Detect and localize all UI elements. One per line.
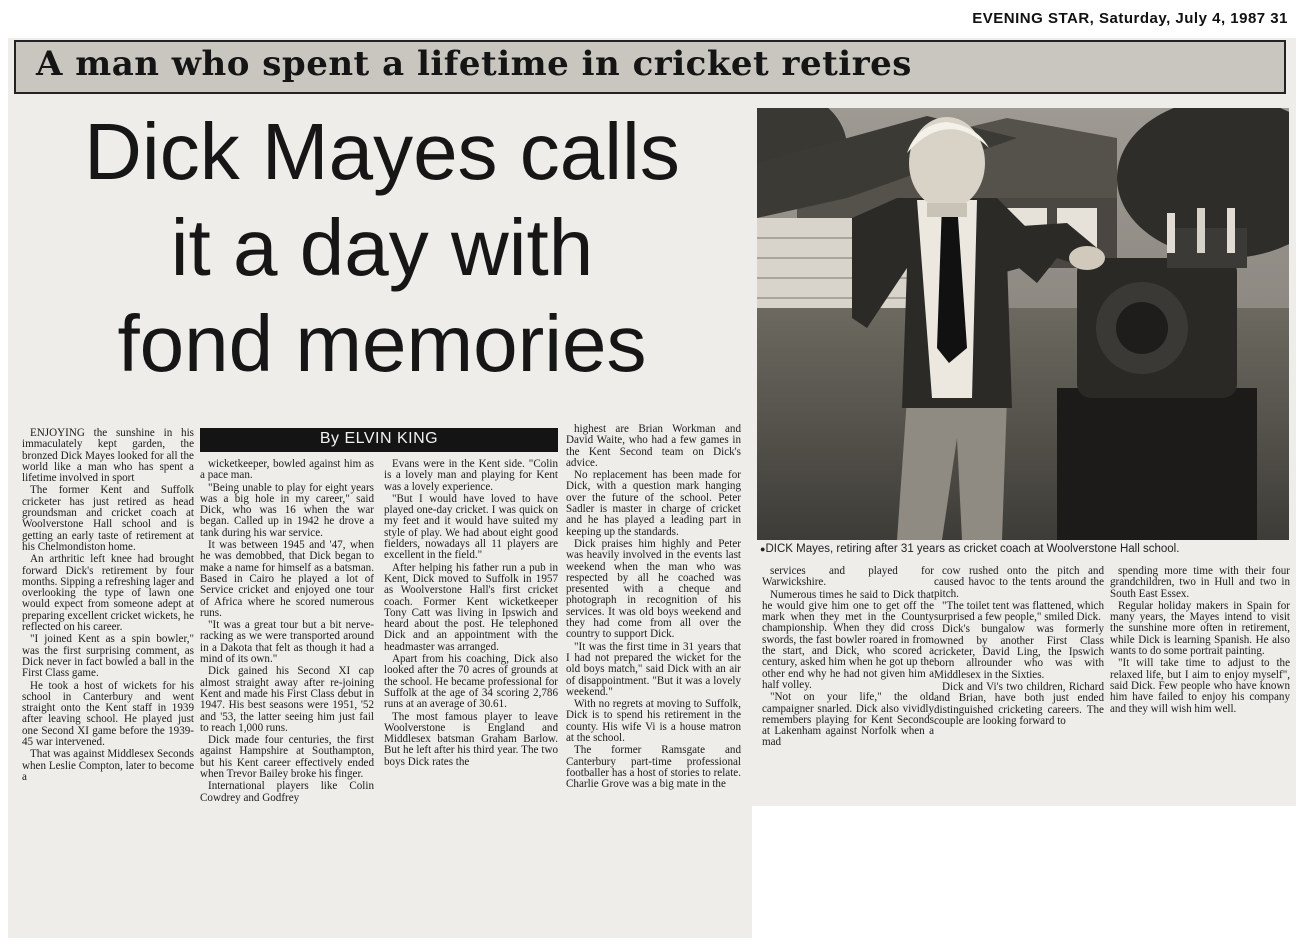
paragraph: highest are Brian Workman and David Waite, who had a few games in the Kent Second team on Dick's advice.	[566, 423, 741, 469]
headline-line: it a day with	[170, 203, 594, 292]
paragraph: "It was the first time in 31 years that I had not prepared the wicket for the old boys match," said Dick with an air of disappointment. "But it was a lovely weekend."	[566, 640, 741, 698]
paragraph: "It will take time to adjust to the relaxed life, but I aim to enjoy myself", said Dick. Few people who have known him have failed to enjoy his company and they will wish him well.	[1110, 657, 1290, 715]
paragraph: "The toilet tent was flattened, which surprised a few people," smiled Dick.	[934, 599, 1104, 624]
paragraph: Dick gained his Second XI cap almost straight away after re-joining Kent and made his First Class debut in 1947. His best seasons were 1951, '52 and '53, the latter seeing him just fail to reach 1,000 runs.	[200, 665, 374, 734]
main-headline	[22, 104, 742, 392]
paragraph: Dick made four centuries, the first against Hampshire at Southampton, but his Kent career effectively ended when Trevor Bailey broke his finger.	[200, 734, 374, 781]
paragraph: "But I would have loved to have played one-day cricket. I was quick on my feet and it would have suited my style of play. We had about eight good fielders, nowadays all 11 players are excellent in the field."	[384, 492, 558, 562]
headline-line: Dick Mayes calls	[84, 107, 680, 196]
article-column-1	[22, 428, 194, 784]
paragraph: The most famous player to leave Woolverstone is England and Middlesex batsman Graham Barlow. But he left after his third year. The two boys Dick rates the	[384, 710, 558, 768]
paragraph: That was against Middlesex Seconds when Leslie Compton, later to become a	[22, 748, 194, 783]
paragraph: Apart from his coaching, Dick also looked after the 70 acres of grounds at the school. He became professional for Suffolk at the age of 34 scoring 2,786 runs at an average of 30.61.	[384, 653, 558, 711]
photo-caption: ● DICK Mayes, retiring after 31 years as cricket coach at Woolverstone Hall school.	[760, 543, 1290, 555]
paragraph: The former Kent and Suffolk cricketer has just retired as head groundsman and cricket coach at Woolverstone Hall school and is getting an early taste of retirement at his Chelmondiston home.	[22, 484, 194, 553]
paragraph: "Not on your life," the old campaigner snarled. Dick also vividly remembers playing for Kent Seconds at Lakenham against Norfolk when a mad	[762, 691, 934, 749]
paragraph: Dick's bungalow was formerly owned by another First Class cricketer, David Ling, the Ipswich born allrounder who was with Middlesex in the Sixties.	[934, 623, 1104, 681]
paragraph: Numerous times he said to Dick that he would give him one to get off the mark when they met in the County championship. When they did cross swords, the fast bowler roared in from the start, and Dick, who scored a century, asked him when he got up the other end why he had not given him a half volley.	[762, 588, 934, 691]
paragraph: An arthritic left knee had brought forward Dick's retirement by four months. Sipping a refreshing lager and overlooking the type of lawn one would expect from someone adept at preparing excellent cricket wickets, he reflected on his career.	[22, 553, 194, 634]
paragraph: services and played for Warwickshire.	[762, 565, 934, 589]
byline: By ELVIN KING	[319, 430, 439, 447]
paragraph: "Being unable to play for eight years was a big hole in my career," said Dick, who was 16 when the war began. Called up in 1942 he drove a tank during his war service.	[200, 481, 374, 539]
article-column-5	[762, 566, 934, 750]
paragraph: After helping his father run a pub in Kent, Dick moved to Suffolk in 1957 as Woolverstone Hall's first cricket coach. Former Kent wicketkeeper Tony Catt was living in Ipswich and heard about the post. He telephoned Dick and an appointment with the headmaster was arranged.	[384, 561, 558, 653]
paragraph: He took a host of wickets for his school in Canterbury and went straight onto the Kent staff in 1939 after leaving school. He played just one Second XI game before the 1939-45 war intervened.	[22, 679, 194, 749]
article-column-7	[1110, 566, 1290, 716]
article-column-4	[566, 424, 741, 792]
article-column-6	[934, 566, 1104, 728]
paragraph: "It was a great tour but a bit nerve-racking as we were transported around in a Dakota that felt as though it had a mind of its own."	[200, 619, 374, 666]
headline-line: fond memories	[117, 299, 647, 388]
paragraph: No replacement has been made for Dick, with a question mark hanging over the future of the school. Peter Sadler is master in charge of cricket and he has played a leading part in keeping up the standards.	[566, 469, 741, 538]
paragraph: Dick and Vi's two children, Richard and Brian, have both just ended distinguished cricketing careers. The couple are looking forward to	[934, 680, 1104, 727]
paragraph: With no regrets at moving to Suffolk, Dick is to spend his retirement in the county. His wife Vi is a house matron at the school.	[566, 698, 741, 745]
paragraph: Evans were in the Kent side. "Colin is a lovely man and playing for Kent was a lovely experience.	[384, 458, 558, 493]
paragraph: spending more time with their four grandchildren, two in Hull and two in South East Essex.	[1110, 565, 1290, 600]
kicker-headline: A man who spent a lifetime in cricket retires	[36, 44, 912, 84]
paragraph: The former Ramsgate and Canterbury part-time professional footballer has a host of stories to relate. Charlie Grove was a big mate in the	[566, 744, 741, 791]
masthead: EVENING STAR, Saturday, July 4, 1987 31	[972, 10, 1288, 27]
article-column-2	[200, 459, 374, 805]
paragraph: It was between 1945 and '47, when he was demobbed, that Dick began to make a name for himself as a batsman. Based in Cairo he played a lot of Service cricket and enjoyed one tour of Africa where he scored numerous runs.	[200, 539, 374, 619]
paragraph: "I joined Kent as a spin bowler," was the first surprising comment, as Dick never in fact bowled a ball in the First Class game.	[22, 633, 194, 680]
paragraph: wicketkeeper, bowled against him as a pace man.	[200, 458, 374, 482]
paragraph: ENJOYING the sunshine in his immaculately kept garden, the bronzed Dick Mayes looked for all the world like a man who has spent a lifetime involved in sport	[22, 427, 194, 485]
paragraph: cow rushed onto the pitch and caused havoc to the tents around the pitch.	[934, 565, 1104, 600]
paragraph: Regular holiday makers in Spain for many years, the Mayes intend to visit the sunshine more often in retirement, while Dick is learning Spanish. He also wants to do some portrait painting.	[1110, 599, 1290, 658]
photo-dick-mayes	[757, 108, 1289, 540]
article-column-3	[384, 459, 558, 769]
paragraph: Dick praises him highly and Peter was heavily involved in the events last weekend when the man who was respected by all he coached was presented with a cheque and photograph in recognition of his services. It was old boys weekend and they had come from all over the country to support Dick.	[566, 537, 741, 641]
paragraph: International players like Colin Cowdrey and Godfrey	[200, 780, 374, 804]
